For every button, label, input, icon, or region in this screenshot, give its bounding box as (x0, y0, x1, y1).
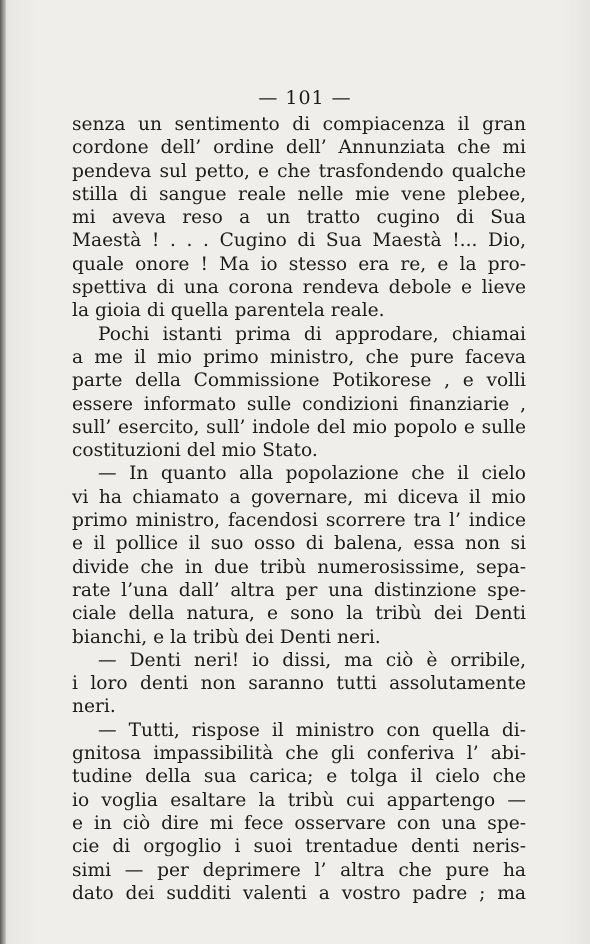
text-line: vi ha chiamato a governare, mi diceva il mio (72, 486, 526, 508)
text-line: primo ministro, facendosi scorrere tra l’ indice (72, 510, 526, 532)
text-line: costituzioni del mio Stato. (72, 440, 318, 462)
text-line: — In quanto alla popolazione che il cielo (98, 463, 526, 485)
text-line: ciale della natura, e sono la tribù dei Denti (72, 603, 526, 625)
text-line: rate l’una dall’ altra per una distinzione spe- (72, 579, 526, 601)
text-line: pendeva sul petto, e che trasfondendo qualche (72, 160, 526, 182)
text-line: divide che in due tribù numerosissime, sepa- (72, 556, 526, 578)
text-line: essere informato sulle condizioni finanziarie , (72, 393, 526, 415)
text-line: sull’ esercito, sull’ indole del mio popolo e sulle (72, 416, 526, 438)
text-line: gnitosa impassibilità che gli conferiva l’ abi- (72, 743, 526, 765)
text-line: senza un sentimento di compiacenza il gran (72, 114, 526, 135)
text-line: io voglia esaltare la tribù cui appartengo — (72, 789, 526, 811)
text-line: — Denti neri! io dissi, ma ciò è orribile, (98, 649, 526, 671)
text-line: dato dei sudditi valenti a vostro padre ; ma (72, 882, 526, 904)
text-line: e in ciò dire mi fece osservare con una spe- (72, 812, 526, 834)
text-line: — Tutti, rispose il ministro con quella di- (98, 719, 526, 741)
text-line: Maestà ! . . . Cugino di Sua Maestà !... Dio, (72, 230, 526, 252)
text-line: Pochi istanti prima di approdare, chiamai (98, 323, 526, 345)
text-line: cordone dell’ ordine dell’ Annunziata che mi (72, 137, 526, 159)
text-line: simi — per deprimere l’ altra che pure ha (72, 859, 526, 881)
text-line: mi aveva reso a un tratto cugino di Sua (72, 207, 526, 229)
text-line: spettiva di una corona rendeva debole e lieve (72, 277, 526, 299)
text-line: neri. (72, 696, 116, 718)
text-line: e il pollice il suo osso di balena, essa non si (72, 533, 526, 555)
body-text (72, 113, 526, 905)
page-number: — 101 — (258, 87, 352, 109)
text-line: la gioia di quella parentela reale. (72, 300, 385, 322)
text-line: parte della Commissione Potikorese , e volli (72, 370, 526, 392)
text-line: bianchi, e la tribù dei Denti neri. (72, 626, 381, 648)
book-spine-shadow (0, 0, 6, 944)
text-line: cie di orgoglio i suoi trentadue denti neris- (72, 836, 526, 858)
text-line: quale onore ! Ma io stesso era re, e la pro- (72, 253, 526, 275)
text-line: i loro denti non saranno tutti assolutamente (72, 673, 526, 695)
text-line: tudine della sua carica; e tolga il cielo che (72, 766, 526, 788)
text-line: stilla di sangue reale nelle mie vene plebee, (72, 183, 526, 205)
text-line: a me il mio primo ministro, che pure faceva (72, 346, 526, 368)
